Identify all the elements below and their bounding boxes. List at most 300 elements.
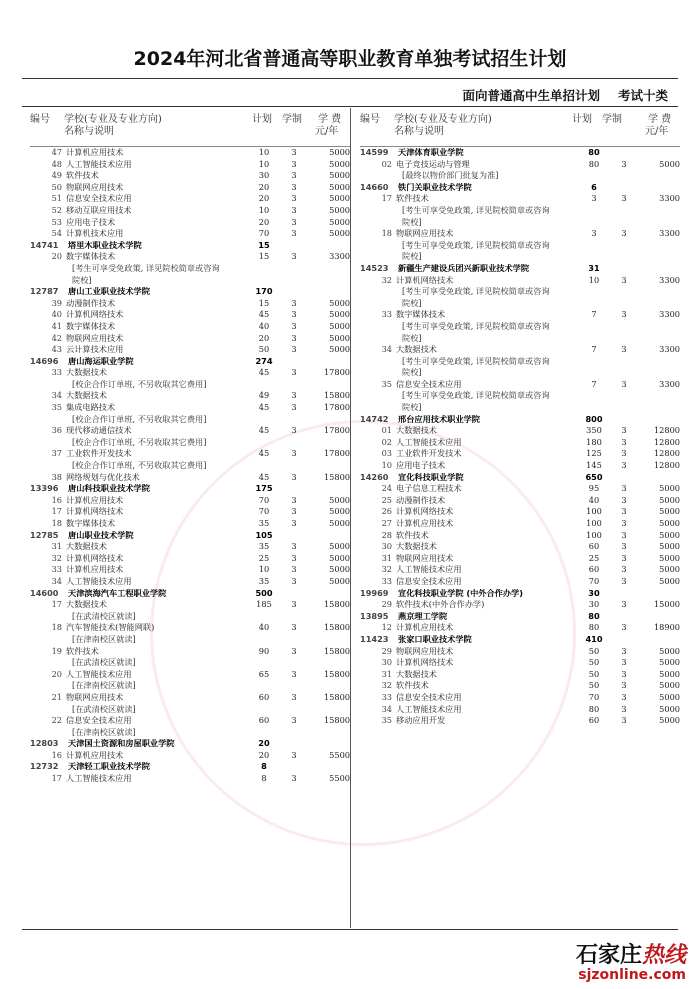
cell-name: 院校] [402,332,422,343]
cell-fee: 15800 [323,622,350,633]
major-row [30,576,350,588]
cell-code: 32 [381,274,392,285]
cell-plan: 350 [586,425,602,436]
cell-code: 27 [381,518,392,528]
major-row [360,506,680,518]
cell-code: 18 [51,518,62,528]
major-row [30,217,350,229]
bottom-rule [22,929,678,930]
cell-name: 唐山海运职业学院 [68,355,134,366]
cell-plan: 45 [258,448,270,459]
cell-code: 50 [51,181,62,192]
cell-fee: 12800 [653,448,680,459]
note-row [30,727,350,739]
cell-code: 34 [51,575,62,586]
cell-code: 37 [51,448,62,459]
cell-name: [在津南校区就读] [72,680,136,691]
cell-fee: 5000 [329,309,350,320]
page-title: 2024年河北省普通高等职业教育单独考试招生计划 [133,48,567,70]
cell-plan: 90 [258,645,270,656]
cell-plan: 45 [258,425,270,436]
cell-code: 51 [51,193,62,204]
cell-length: 3 [291,506,297,517]
cell-code: 34 [381,703,392,714]
cell-code: 12 [381,622,392,633]
note-row [360,286,680,298]
cell-name: 移动应用开发 [396,715,446,726]
cell-name: [考生可享受免政策, 详见院校简章或咨询 [402,286,550,297]
header-code: 编号 [30,114,50,125]
major-row [30,599,350,611]
cell-plan: 80 [588,703,600,714]
cell-length: 3 [291,575,297,586]
cell-name: 物联网应用技术 [66,181,124,192]
major-row [30,333,350,345]
cell-plan: 15 [258,251,270,262]
cell-plan: 45 [258,309,270,320]
cell-code: 14742 [360,413,389,424]
cell-length: 3 [621,436,627,447]
cell-code: 33 [381,691,392,702]
major-row [360,379,680,391]
cell-name: 物联网应用技术 [396,552,454,563]
cell-plan: 35 [258,575,270,586]
note-row [360,205,680,217]
cell-code: 38 [51,471,62,482]
cell-fee: 5000 [659,715,680,726]
major-row [30,390,350,402]
cell-fee: 5000 [329,332,350,343]
cell-fee: 15800 [323,390,350,401]
table-header [360,110,680,147]
cell-name: 院校] [402,251,422,262]
cell-plan: 25 [588,552,600,563]
cell-plan: 410 [585,633,603,644]
major-row [360,553,680,565]
cell-code: 33 [51,564,62,575]
cell-fee: 5000 [329,564,350,575]
cell-code: 14260 [360,471,389,482]
cell-name: [考生可享受免政策, 详见院校简章或咨询 [402,320,550,331]
cell-plan: 50 [588,657,600,668]
cell-fee: 3300 [659,193,680,204]
cell-code: 19 [51,645,62,656]
major-row [30,298,350,310]
major-row [30,159,350,171]
cell-name: 院校] [402,367,422,378]
cell-name: [校企合作订单班, 不另收取其它费用] [72,460,207,471]
major-row [30,228,350,240]
cell-code: 36 [51,425,62,436]
header-length: 学制 [602,114,622,125]
cell-code: 02 [381,436,392,447]
cell-plan: 60 [588,715,600,726]
cell-plan: 40 [258,320,270,331]
cell-name: 大数据技术 [66,599,107,610]
cell-name: 软件技术 [66,645,99,656]
cell-code: 33 [51,367,62,378]
cell-name: 计算机网络技术 [66,552,124,563]
cell-length: 3 [291,448,297,459]
cell-code: 30 [381,657,392,668]
left-column [30,110,350,785]
cell-name: 现代移动通信技术 [66,425,132,436]
note-row [30,275,350,287]
cell-name: [校企合作订单班, 不另收取其它费用] [72,436,207,447]
cell-length: 3 [291,204,297,215]
cell-name: 唐山工业职业技术学院 [68,286,150,297]
major-row [30,309,350,321]
cell-name: 工业软件开发技术 [66,448,132,459]
cell-code: 22 [51,715,62,726]
cell-name: 信息安全技术应用 [66,715,132,726]
cell-code: 33 [381,575,392,586]
major-row [360,309,680,321]
major-row [30,506,350,518]
cell-fee: 5500 [329,773,350,784]
cell-fee: 5000 [329,320,350,331]
table-header [30,110,350,147]
cell-code: 17 [51,506,62,517]
cell-code: 10 [381,460,392,471]
cell-code: 14696 [30,355,59,366]
cell-length: 3 [621,645,627,656]
major-row [30,425,350,437]
cell-code: 12732 [30,761,59,772]
cell-fee: 12800 [653,425,680,436]
major-row [360,530,680,542]
cell-plan: 185 [256,599,272,610]
major-row [360,518,680,530]
note-row [360,240,680,252]
cell-length: 3 [291,471,297,482]
cell-fee: 5000 [659,483,680,494]
cell-fee: 17800 [323,425,350,436]
cell-name: 人工智能技术应用 [66,575,132,586]
left-rows [30,147,350,785]
cell-fee: 3300 [659,228,680,239]
cell-length: 3 [291,390,297,401]
cell-name: 唐山科技职业技术学院 [68,483,150,494]
cell-fee: 15800 [323,599,350,610]
cell-code: 26 [381,506,392,517]
major-row [30,622,350,634]
cell-name: 软件技术 [66,170,99,181]
major-row [30,448,350,460]
cell-plan: 80 [588,147,600,157]
cell-code: 17 [51,599,62,610]
cell-name: 大数据技术 [66,367,107,378]
cell-code: 35 [381,378,392,389]
cell-plan: 500 [255,587,273,598]
cell-name: 数字媒体技术 [66,518,116,528]
cell-length: 3 [291,402,297,413]
cell-fee: 5000 [329,518,350,528]
cell-fee: 5000 [659,575,680,586]
cell-length: 3 [621,460,627,471]
cell-length: 3 [291,216,297,227]
cell-fee: 5000 [329,228,350,239]
cell-plan: 20 [258,738,270,749]
cell-plan: 125 [586,448,602,459]
major-row [30,646,350,658]
major-row [360,448,680,460]
cell-name: 软件技术(中外合作办学) [396,599,485,610]
cell-plan: 180 [586,436,602,447]
cell-length: 3 [621,552,627,563]
note-row [30,414,350,426]
cell-code: 35 [381,715,392,726]
note-row [360,321,680,333]
header-fee-a: 学 费 [648,114,672,125]
cell-length: 3 [291,599,297,610]
cell-name: [在武清校区就读] [72,657,136,668]
cell-code: 13895 [360,610,389,621]
cell-fee: 5000 [659,506,680,517]
cell-name: 人工智能技术应用 [396,436,462,447]
school-row [360,147,680,159]
school-row [360,611,680,623]
cell-length: 3 [621,228,627,239]
logo-url: sjzonline.com [578,967,686,983]
cell-plan: 20 [258,332,270,343]
cell-length: 3 [291,367,297,378]
cell-length: 3 [291,228,297,239]
major-row [30,692,350,704]
major-row [30,251,350,263]
major-row [360,692,680,704]
cell-name: 网络规划与优化技术 [66,471,140,482]
cell-code: 48 [51,158,62,169]
cell-name: [考生可享受免政策, 详见院校简章或咨询 [402,204,550,215]
cell-length: 3 [621,529,627,540]
header-length: 学制 [282,114,302,125]
cell-plan: 30 [588,587,600,598]
cell-fee: 3300 [659,274,680,285]
logo-name-main: 石家庄 [575,943,642,968]
cell-plan: 650 [585,471,603,482]
cell-name: 计算机网络技术 [396,274,454,285]
cell-code: 33 [381,309,392,320]
cell-length: 3 [621,518,627,528]
cell-code: 31 [51,541,62,552]
school-row [360,182,680,194]
cell-name: 动漫制作技术 [66,297,116,308]
header-school: 学校(专业及专业方向) [64,114,162,125]
cell-code: 18 [381,228,392,239]
cell-plan: 60 [588,564,600,575]
cell-plan: 7 [591,344,597,355]
subtitle [462,86,668,104]
cell-fee: 18900 [653,622,680,633]
cell-plan: 35 [258,518,270,528]
cell-name: 院校] [72,274,92,285]
cell-name: 计算机应用技术 [66,494,124,505]
cell-name: 电子信息工程技术 [396,483,462,494]
cell-plan: 80 [588,622,600,633]
cell-code: 16 [51,494,62,505]
cell-fee: 5000 [329,158,350,169]
cell-fee: 5000 [329,204,350,215]
cell-plan: 100 [586,518,602,528]
cell-plan: 50 [588,680,600,691]
major-row [30,147,350,159]
major-row [360,715,680,727]
cell-code: 29 [381,599,392,610]
cell-plan: 25 [258,552,270,563]
cell-fee: 5000 [659,680,680,691]
major-row [360,564,680,576]
header-fee-b: 元/年 [645,126,669,137]
major-row [360,680,680,692]
cell-length: 3 [291,773,297,784]
cell-name: 计算机应用技术 [66,147,124,157]
cell-name: 应用电子技术 [396,460,446,471]
cell-code: 31 [381,552,392,563]
cell-name: 宣化科技职业学院 (中外合作办学) [398,587,523,598]
cell-plan: 20 [258,181,270,192]
cell-plan: 45 [258,367,270,378]
note-row [360,367,680,379]
cell-name: 人工智能技术应用 [396,564,462,575]
cell-name: 数字媒体技术 [66,320,116,331]
cell-name: 人工智能技术应用 [66,668,132,679]
major-row [360,159,680,171]
major-row [30,669,350,681]
cell-fee: 5000 [329,344,350,355]
cell-name: 大数据技术 [66,390,107,401]
cell-fee: 5000 [659,529,680,540]
cell-name: 动漫制作技术 [396,494,446,505]
cell-plan: 10 [258,147,270,157]
major-row [30,344,350,356]
note-row [30,657,350,669]
cell-length: 3 [291,691,297,702]
major-row [360,622,680,634]
cell-code: 40 [51,309,62,320]
major-row [30,472,350,484]
cell-code: 20 [51,251,62,262]
cell-code: 25 [381,494,392,505]
cell-plan: 3 [591,193,597,204]
cell-code: 32 [51,552,62,563]
cell-code: 14660 [360,181,389,192]
cell-fee: 12800 [653,460,680,471]
top-rule [22,78,678,79]
cell-length: 3 [291,564,297,575]
cell-plan: 50 [588,645,600,656]
major-row [30,715,350,727]
cell-plan: 800 [585,413,603,424]
cell-name: 计算机网络技术 [66,309,124,320]
cell-code: 29 [381,645,392,656]
cell-name: [在津南校区就读] [72,633,136,644]
cell-code: 14523 [360,262,389,273]
cell-name: 计算机网络技术 [66,506,124,517]
cell-plan: 105 [255,529,273,540]
cell-code: 21 [51,691,62,702]
note-row [360,390,680,402]
cell-code: 34 [51,390,62,401]
cell-fee: 5000 [329,541,350,552]
cell-code: 11423 [360,633,389,644]
cell-name: 张家口职业技术学院 [398,633,472,644]
cell-plan: 10 [258,564,270,575]
cell-plan: 175 [255,483,273,494]
cell-plan: 170 [255,286,273,297]
cell-name: 信息安全技术应用 [396,575,462,586]
cell-plan: 20 [258,216,270,227]
major-row [360,460,680,472]
cell-plan: 6 [591,181,597,192]
cell-fee: 5000 [329,193,350,204]
cell-code: 43 [51,344,62,355]
cell-name: 天津体育职业学院 [398,147,464,157]
cell-code: 32 [381,564,392,575]
note-row [360,217,680,229]
cell-code: 17 [51,773,62,784]
major-row [360,483,680,495]
cell-code: 20 [51,668,62,679]
cell-plan: 20 [258,749,270,760]
cell-length: 3 [621,575,627,586]
cell-name: 物联网应用技术 [396,645,454,656]
cell-length: 3 [621,494,627,505]
major-row [30,170,350,182]
cell-fee: 3300 [329,251,350,262]
cell-length: 3 [291,332,297,343]
cell-plan: 60 [588,541,600,552]
cell-code: 54 [51,228,62,239]
cell-fee: 5000 [659,645,680,656]
cell-fee: 3300 [659,344,680,355]
note-row [30,263,350,275]
cell-name: 大数据技术 [396,425,437,436]
cell-plan: 10 [258,158,270,169]
cell-length: 3 [621,703,627,714]
cell-name: 工业软件开发技术 [396,448,462,459]
cell-name: 计算机应用技术 [66,564,124,575]
cell-code: 49 [51,170,62,181]
cell-length: 3 [291,518,297,528]
major-row [30,750,350,762]
cell-length: 3 [291,309,297,320]
cell-fee: 15800 [323,668,350,679]
cell-name: 天津滨海汽车工程职业学院 [68,587,167,598]
cell-length: 3 [621,691,627,702]
major-row [360,344,680,356]
cell-plan: 274 [255,355,273,366]
cell-plan: 65 [258,668,270,679]
right-rows [360,147,680,727]
cell-code: 39 [51,297,62,308]
cell-fee: 15800 [323,691,350,702]
cell-name: 集成电路技术 [66,402,116,413]
subtitle-rule [22,106,678,107]
major-row [30,564,350,576]
cell-name: 天津国土资源和房屋职业学院 [68,738,175,749]
cell-code: 18 [51,622,62,633]
cell-length: 3 [291,622,297,633]
cell-name: 邢台应用技术职业学院 [398,413,480,424]
cell-plan: 95 [588,483,600,494]
cell-fee: 3300 [659,309,680,320]
cell-plan: 20 [258,193,270,204]
note-row [30,634,350,646]
cell-code: 24 [381,483,392,494]
cell-plan: 30 [258,170,270,181]
cell-length: 3 [291,193,297,204]
